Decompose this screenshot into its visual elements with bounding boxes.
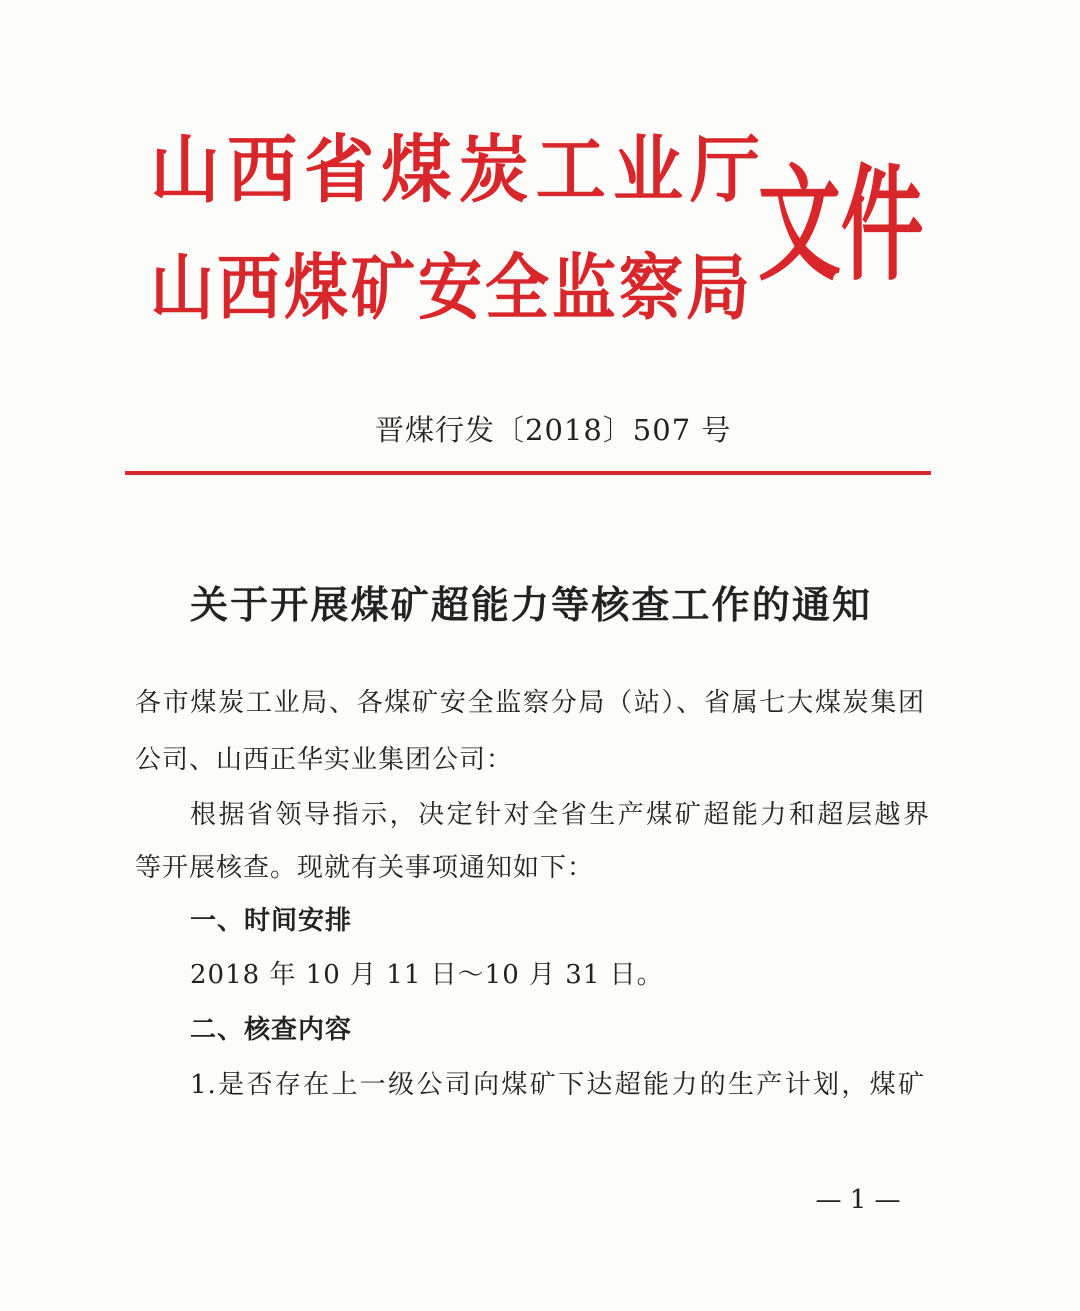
- addressee-line-2: 公司、山西正华实业集团公司：: [135, 745, 514, 775]
- intro-line-2: 等开展核查。现就有关事项通知如下：: [135, 853, 595, 883]
- section-1-heading: 一、时间安排: [190, 906, 353, 936]
- section-1-date-range: 2018 年 10 月 11 日～10 月 31 日。: [190, 960, 664, 990]
- document-title: 关于开展煤矿超能力等核查工作的通知: [190, 582, 870, 627]
- page-number: — 1 —: [815, 1185, 901, 1215]
- document-type-label: 文件: [758, 151, 924, 299]
- red-separator-line: [125, 471, 931, 475]
- document-number: 晋煤行发〔2018〕507 号: [375, 413, 732, 447]
- issuer-line-2: 山西煤矿安全监察局: [150, 246, 750, 331]
- issuer-line-1: 山西省煤炭工业厅: [150, 125, 760, 214]
- section-2-item-1: 1.是否存在上一级公司向煤矿下达超能力的生产计划，煤矿: [190, 1070, 925, 1100]
- intro-line-1: 根据省领导指示，决定针对全省生产煤矿超能力和超层越界: [190, 800, 930, 830]
- addressee-line-1: 各市煤炭工业局、各煤矿安全监察分局（站）、省属七大煤炭集团: [135, 688, 925, 718]
- section-2-heading: 二、核查内容: [190, 1015, 353, 1045]
